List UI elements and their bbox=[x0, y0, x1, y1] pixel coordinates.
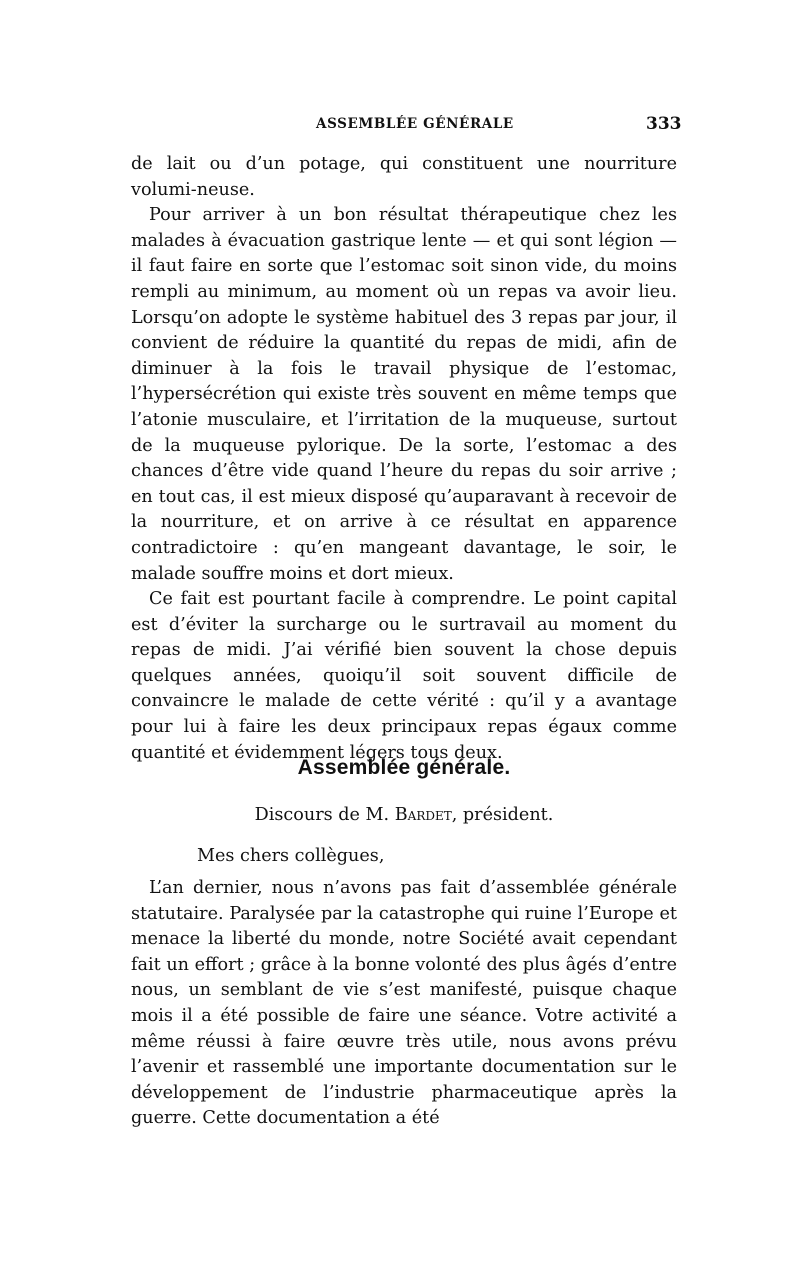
speech-text bbox=[131, 876, 677, 1132]
salutation: Mes chers collègues, bbox=[197, 846, 385, 866]
speech-title-prefix: Discours de M. bbox=[254, 805, 390, 825]
page-number: 333 bbox=[646, 114, 682, 134]
section-title: Assemblée générale. bbox=[297, 756, 511, 779]
running-title: ASSEMBLÉE GÉNÉRALE bbox=[316, 116, 514, 132]
paragraph-continuation: de lait ou d’un potage, qui constituent une nourriture volumi-neuse. bbox=[131, 154, 677, 200]
running-head bbox=[0, 116, 800, 140]
paragraph-therapeutic-result: Pour arriver à un bon résultat thérapeutique chez les malades à évacuation gastrique lente — et qui sont légion — il faut faire en sorte que l’estomac soit sinon vide, du moins rempli au minimum, au moment où un repas va avoir lieu. Lorsqu’on adopte le système habituel des 3 repas par jour, il convient de réduire la quantité du repas de midi, afin de diminuer à la fois le travail physique de l’estomac, l’hypersécrétion qui existe très souvent en même temps que l’atonie musculaire, et l’irritation de la muqueuse, surtout de la muqueuse pylorique. De la sorte, l’estomac a des chances d’être vide quand l’heure du repas du soir arrive ; en tout cas, il est mieux disposé qu’auparavant à recevoir de la nourriture, et on arrive à ce résultat en apparence contradictoire : qu’en mangeant davantage, le soir, le malade souffre moins et dort mieux. bbox=[131, 205, 677, 584]
speech-title bbox=[131, 805, 677, 825]
speaker-name: Bardet bbox=[394, 805, 452, 825]
paragraph-capital-point: Ce fait est pourtant facile à comprendre. Le point capital est d’éviter la surcharge ou le surtravail au moment du repas de midi. J’ai vérifié bien souvent la chose depuis quelques années, quoiqu’il soit souvent difficile de convaincre le malade de cette vérité : qu’il y a avantage pour lui à faire les deux principaux repas égaux comme quantité et évidemment légers tous deux. bbox=[131, 589, 677, 763]
speech-title-suffix: , président. bbox=[451, 805, 554, 825]
paragraph-speech: L’an dernier, nous n’avons pas fait d’assemblée générale statutaire. Paralysée par la catastrophe qui ruine l’Europe et menace la liberté du monde, notre Société avait cependant fait un effort ; grâce à la bonne volonté des plus âgés d’entre nous, un semblant de vie s’est manifesté, puisque chaque mois il a été possible de faire une séance. Votre activité a même réussi à faire œuvre très utile, nous avons prévu l’avenir et rassemblé une importante documentation sur le développement de l’industrie pharmaceutique après la guerre. Cette documentation a été bbox=[131, 878, 677, 1129]
previous-article-text bbox=[131, 152, 677, 766]
